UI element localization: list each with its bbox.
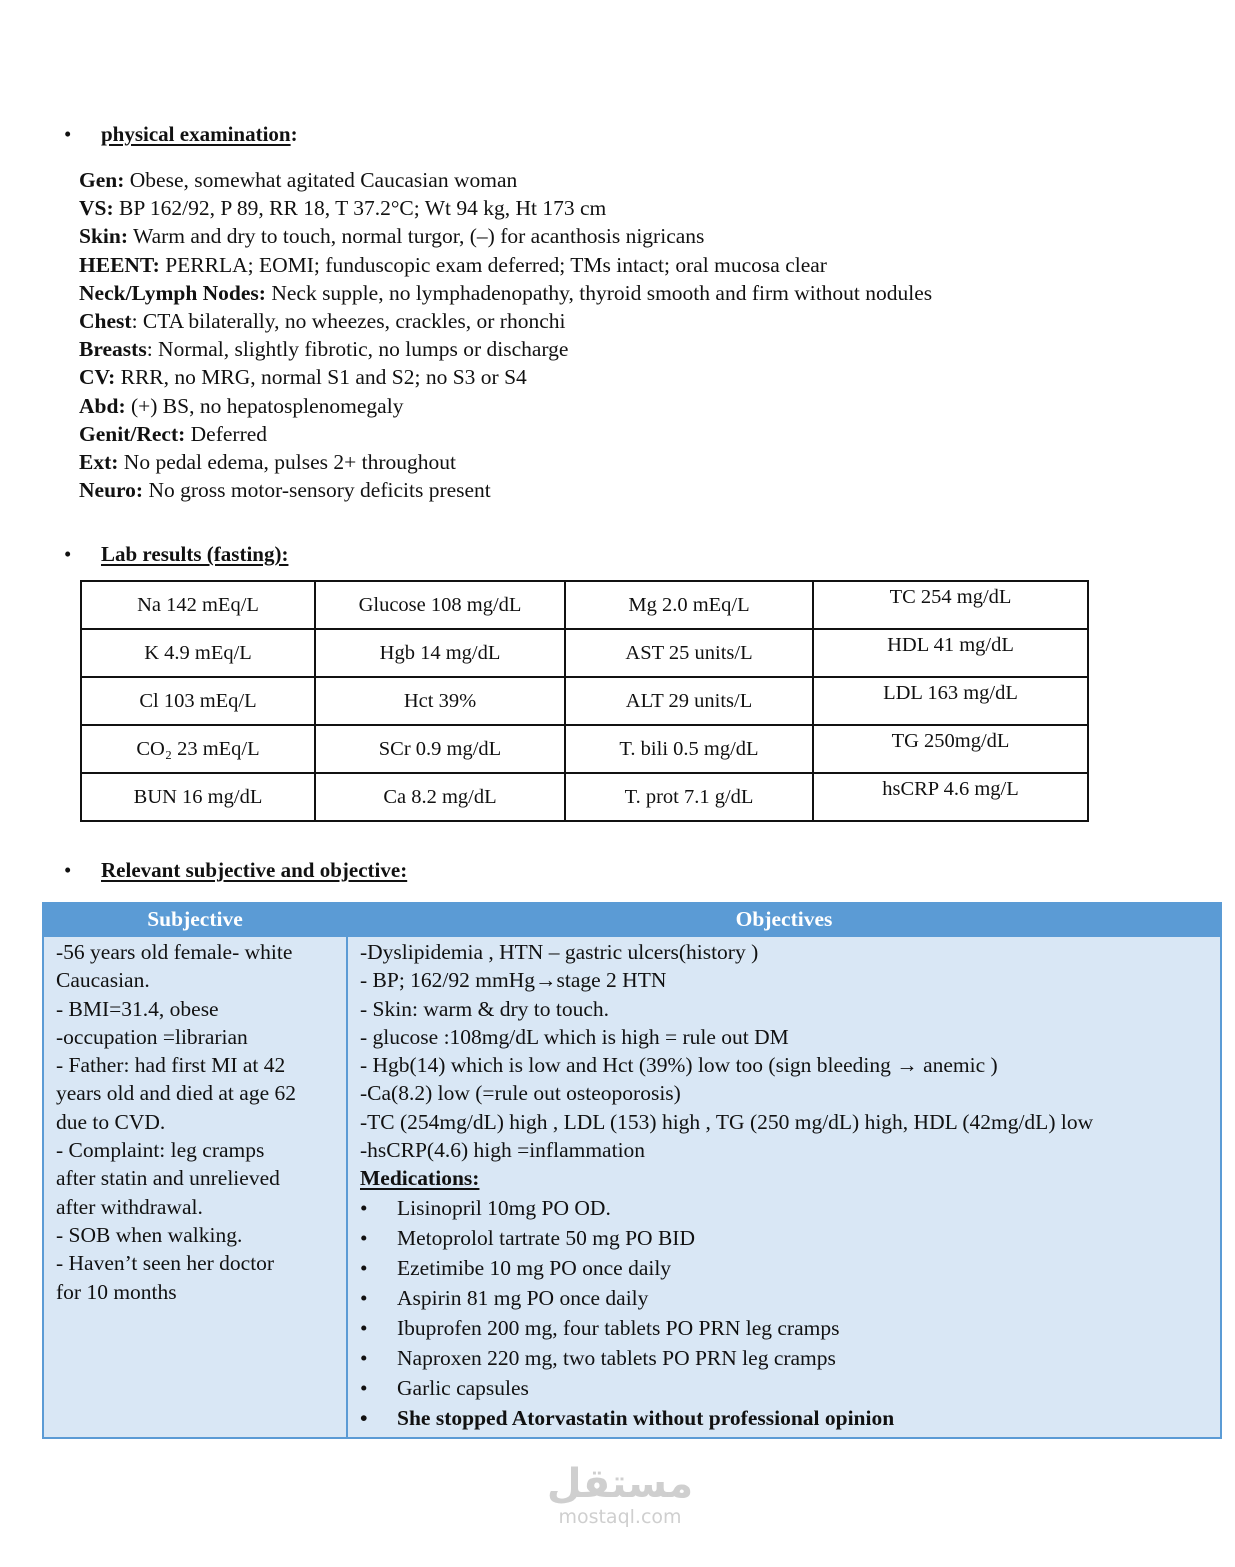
table-row <box>81 581 1088 629</box>
lab-cell: Na 142 mEq/L <box>81 581 315 629</box>
bullet-icon: • <box>64 122 72 146</box>
lab-cell: Cl 103 mEq/L <box>81 677 315 725</box>
exam-line: Genit/Rect: Deferred <box>79 421 268 446</box>
lab-cell: Hgb 14 mg/dL <box>315 629 565 677</box>
medication-item: • Naproxen 220 mg, two tablets PO PRN leg cramps <box>360 1343 1208 1373</box>
table-header-row <box>43 903 1221 936</box>
subjective-line: - Haven’t seen her doctor <box>56 1251 275 1276</box>
medication-item: • Lisinopril 10mg PO OD. <box>360 1193 1208 1223</box>
mostaql-watermark <box>520 1462 720 1528</box>
exam-line: VS: BP 162/92, P 89, RR 18, T 37.2°C; Wt 94 kg, Ht 173 cm <box>79 196 607 221</box>
medications-heading: Medications: <box>360 1166 480 1191</box>
lab-cell: ALT 29 units/L <box>565 677 813 725</box>
watermark-arabic: مستقل <box>546 1461 694 1507</box>
subjective-line: due to CVD. <box>56 1109 166 1134</box>
exam-line: HEENT: PERRLA; EOMI; funduscopic exam deferred; TMs intact; oral mucosa clear <box>79 252 827 277</box>
table-row <box>43 936 1221 1438</box>
bullet-icon: • <box>64 858 72 882</box>
objective-line: - Hgb(14) which is low and Hct (39%) low too (sign bleeding → anemic ) <box>360 1053 998 1078</box>
medication-item: • Aspirin 81 mg PO once daily <box>360 1283 1208 1313</box>
exam-line: Gen: Obese, somewhat agitated Caucasian woman <box>79 168 518 192</box>
objective-line: -TC (254mg/dL) high , LDL (153) high , TG (250 mg/dL) high, HDL (42mg/dL) low <box>360 1109 1094 1134</box>
bullet-icon: • <box>360 1315 368 1340</box>
lab-cell: HDL 41 mg/dL <box>813 629 1088 677</box>
lab-cell: SCr 0.9 mg/dL <box>315 725 565 773</box>
lab-cell: hsCRP 4.6 mg/L <box>813 773 1088 821</box>
subjective-cell <box>43 936 347 1438</box>
medication-item: • Garlic capsules <box>360 1373 1208 1403</box>
lab-cell: Ca 8.2 mg/dL <box>315 773 565 821</box>
exam-line: Neck/Lymph Nodes: Neck supple, no lymphadenopathy, thyroid smooth and firm without nodules <box>79 280 933 305</box>
medications-list <box>360 1193 1208 1433</box>
lab-cell: Hct 39% <box>315 677 565 725</box>
subjective-line: after statin and unrelieved <box>56 1166 280 1191</box>
lab-cell: CO₂ 23 mEq/L <box>81 725 315 773</box>
medication-item: • Metoprolol tartrate 50 mg PO BID <box>360 1223 1208 1253</box>
medication-item: • She stopped Atorvastatin without professional opinion <box>360 1403 1208 1433</box>
objective-line: - Skin: warm & dry to touch. <box>360 996 610 1021</box>
subjective-objective-table <box>42 902 1222 1439</box>
lab-cell: AST 25 units/L <box>565 629 813 677</box>
subjective-line: - Father: had first MI at 42 <box>56 1053 286 1078</box>
objective-line: -hsCRP(4.6) high =inflammation <box>360 1138 646 1163</box>
subjective-line: Caucasian. <box>56 968 150 993</box>
lab-cell: TC 254 mg/dL <box>813 581 1088 629</box>
physical-exam-list <box>79 166 932 504</box>
objective-line: - BP; 162/92 mmHg→stage 2 HTN <box>360 968 667 993</box>
exam-line: Ext: No pedal edema, pulses 2+ throughout <box>79 450 456 475</box>
bullet-icon: • <box>360 1345 368 1370</box>
subjective-line: - BMI=31.4, obese <box>56 996 219 1021</box>
bullet-icon: • <box>64 542 72 566</box>
table-row <box>81 677 1088 725</box>
exam-line: Neuro: No gross motor-sensory deficits present <box>79 478 491 503</box>
lab-cell: T. prot 7.1 g/dL <box>565 773 813 821</box>
bullet-icon: • <box>360 1255 368 1280</box>
table-row <box>81 725 1088 773</box>
objective-line: -Ca(8.2) low (=rule out osteoporosis) <box>360 1081 681 1106</box>
lab-cell: Mg 2.0 mEq/L <box>565 581 813 629</box>
subjective-header: Subjective <box>43 903 347 936</box>
exam-line: CV: RRR, no MRG, normal S1 and S2; no S3 or S4 <box>79 365 527 390</box>
lab-cell: K 4.9 mEq/L <box>81 629 315 677</box>
lab-cell: BUN 16 mg/dL <box>81 773 315 821</box>
objective-line: - glucose :108mg/dL which is high = rule out DM <box>360 1024 789 1049</box>
objectives-cell <box>347 936 1221 1438</box>
subjective-line: - Complaint: leg cramps <box>56 1138 265 1163</box>
exam-line: Skin: Warm and dry to touch, normal turgor, (–) for acanthosis nigricans <box>79 224 705 249</box>
subjective-line: - SOB when walking. <box>56 1222 243 1247</box>
objectives-header: Objectives <box>347 903 1221 936</box>
lab-cell: Glucose 108 mg/dL <box>315 581 565 629</box>
medication-item: • Ezetimibe 10 mg PO once daily <box>360 1253 1208 1283</box>
physical-exam-heading: • physical examination: <box>64 122 298 146</box>
medication-item: • Ibuprofen 200 mg, four tablets PO PRN leg cramps <box>360 1313 1208 1343</box>
table-row <box>81 773 1088 821</box>
objective-line: -Dyslipidemia , HTN – gastric ulcers(history ) <box>360 940 759 964</box>
bullet-icon: • <box>360 1405 368 1430</box>
watermark-latin: mostaql.com <box>558 1506 682 1528</box>
lab-results-table <box>80 580 1089 822</box>
exam-line: Abd: (+) BS, no hepatosplenomegaly <box>79 393 404 418</box>
bullet-icon: • <box>360 1225 368 1250</box>
lab-cell: LDL 163 mg/dL <box>813 677 1088 725</box>
table-row <box>81 629 1088 677</box>
exam-line: Chest: CTA bilaterally, no wheezes, crackles, or rhonchi <box>79 309 566 334</box>
subjective-line: -56 years old female- white <box>56 940 293 964</box>
subjective-line: after withdrawal. <box>56 1194 203 1219</box>
subjective-objective-heading: • Relevant subjective and objective: <box>64 858 408 882</box>
bullet-icon: • <box>360 1375 368 1400</box>
bullet-icon: • <box>360 1285 368 1310</box>
subjective-line: for 10 months <box>56 1279 177 1304</box>
subjective-line: years old and died at age 62 <box>56 1081 296 1106</box>
exam-line: Breasts: Normal, slightly fibrotic, no lumps or discharge <box>79 337 569 362</box>
bullet-icon: • <box>360 1195 368 1220</box>
lab-cell: T. bili 0.5 mg/dL <box>565 725 813 773</box>
lab-results-heading: • Lab results (fasting): <box>64 542 289 566</box>
subjective-line: -occupation =librarian <box>56 1024 248 1049</box>
lab-cell: TG 250mg/dL <box>813 725 1088 773</box>
